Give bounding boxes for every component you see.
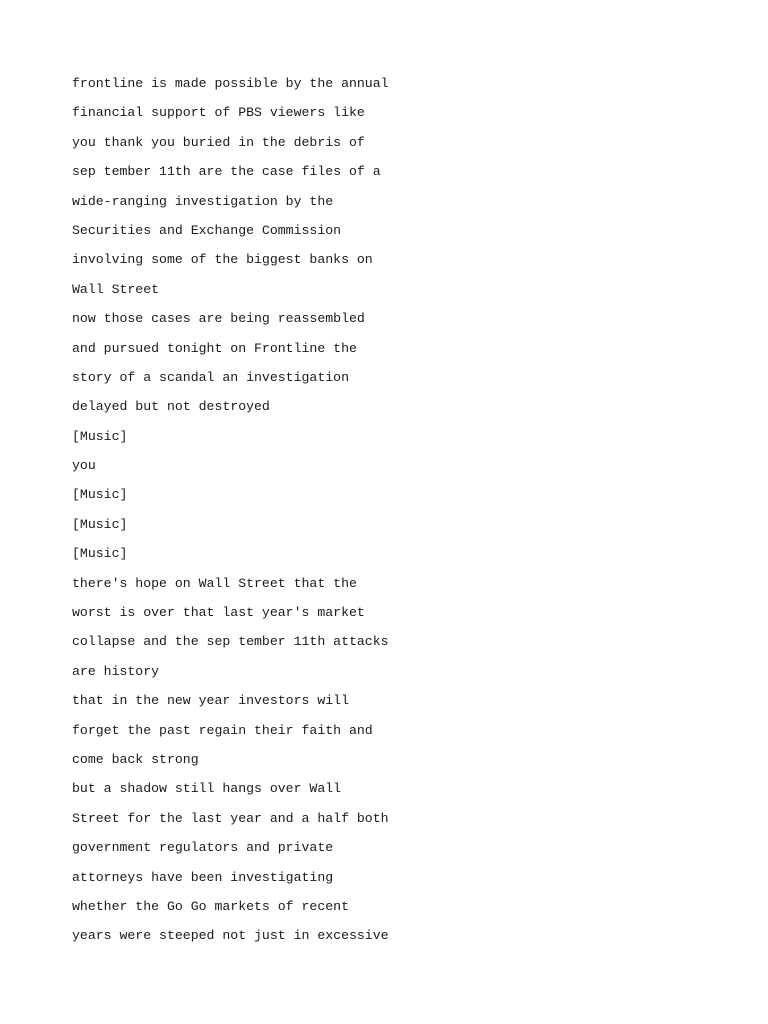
transcript-line: Securities and Exchange Commission bbox=[72, 222, 342, 238]
transcript-line: that in the new year investors will bbox=[72, 693, 349, 709]
transcript-line: wide-ranging investigation by the bbox=[72, 193, 334, 209]
transcript-line: delayed but not destroyed bbox=[72, 399, 270, 415]
transcript-line: are history bbox=[72, 663, 160, 679]
transcript-line: Street for the last year and a half both bbox=[72, 810, 389, 826]
transcript-line: involving some of the biggest banks on bbox=[72, 252, 373, 268]
transcript-line: years were steeped not just in excessive bbox=[72, 928, 389, 944]
transcript-line: now those cases are being reassembled bbox=[72, 311, 365, 327]
transcript-line: attorneys have been investigating bbox=[72, 869, 334, 885]
transcript-line: story of a scandal an investigation bbox=[72, 369, 349, 385]
transcript-line: [Music] bbox=[72, 428, 128, 444]
transcript-line: Wall Street bbox=[72, 281, 160, 297]
transcript-line: financial support of PBS viewers like bbox=[72, 105, 365, 121]
transcript-line: sep tember 11th are the case files of a bbox=[72, 164, 381, 180]
transcript-line: you bbox=[72, 458, 96, 474]
transcript-line: collapse and the sep tember 11th attacks bbox=[72, 634, 389, 650]
transcript-line: [Music] bbox=[72, 516, 128, 532]
transcript-line: whether the Go Go markets of recent bbox=[72, 898, 349, 914]
transcript-line: come back strong bbox=[72, 751, 199, 767]
transcript-line: there's hope on Wall Street that the bbox=[72, 575, 357, 591]
transcript-line: [Music] bbox=[72, 546, 128, 562]
transcript-line: but a shadow still hangs over Wall bbox=[72, 781, 342, 797]
transcript-line: frontline is made possible by the annual bbox=[72, 76, 389, 91]
transcript-line: worst is over that last year's market bbox=[72, 605, 365, 621]
transcript-line: forget the past regain their faith and bbox=[72, 722, 373, 738]
transcript-line: [Music] bbox=[72, 487, 128, 503]
transcript-line: government regulators and private bbox=[72, 840, 334, 856]
transcript-line: and pursued tonight on Frontline the bbox=[72, 340, 357, 356]
transcript-text bbox=[72, 69, 389, 951]
transcript-line: you thank you buried in the debris of bbox=[72, 134, 365, 150]
